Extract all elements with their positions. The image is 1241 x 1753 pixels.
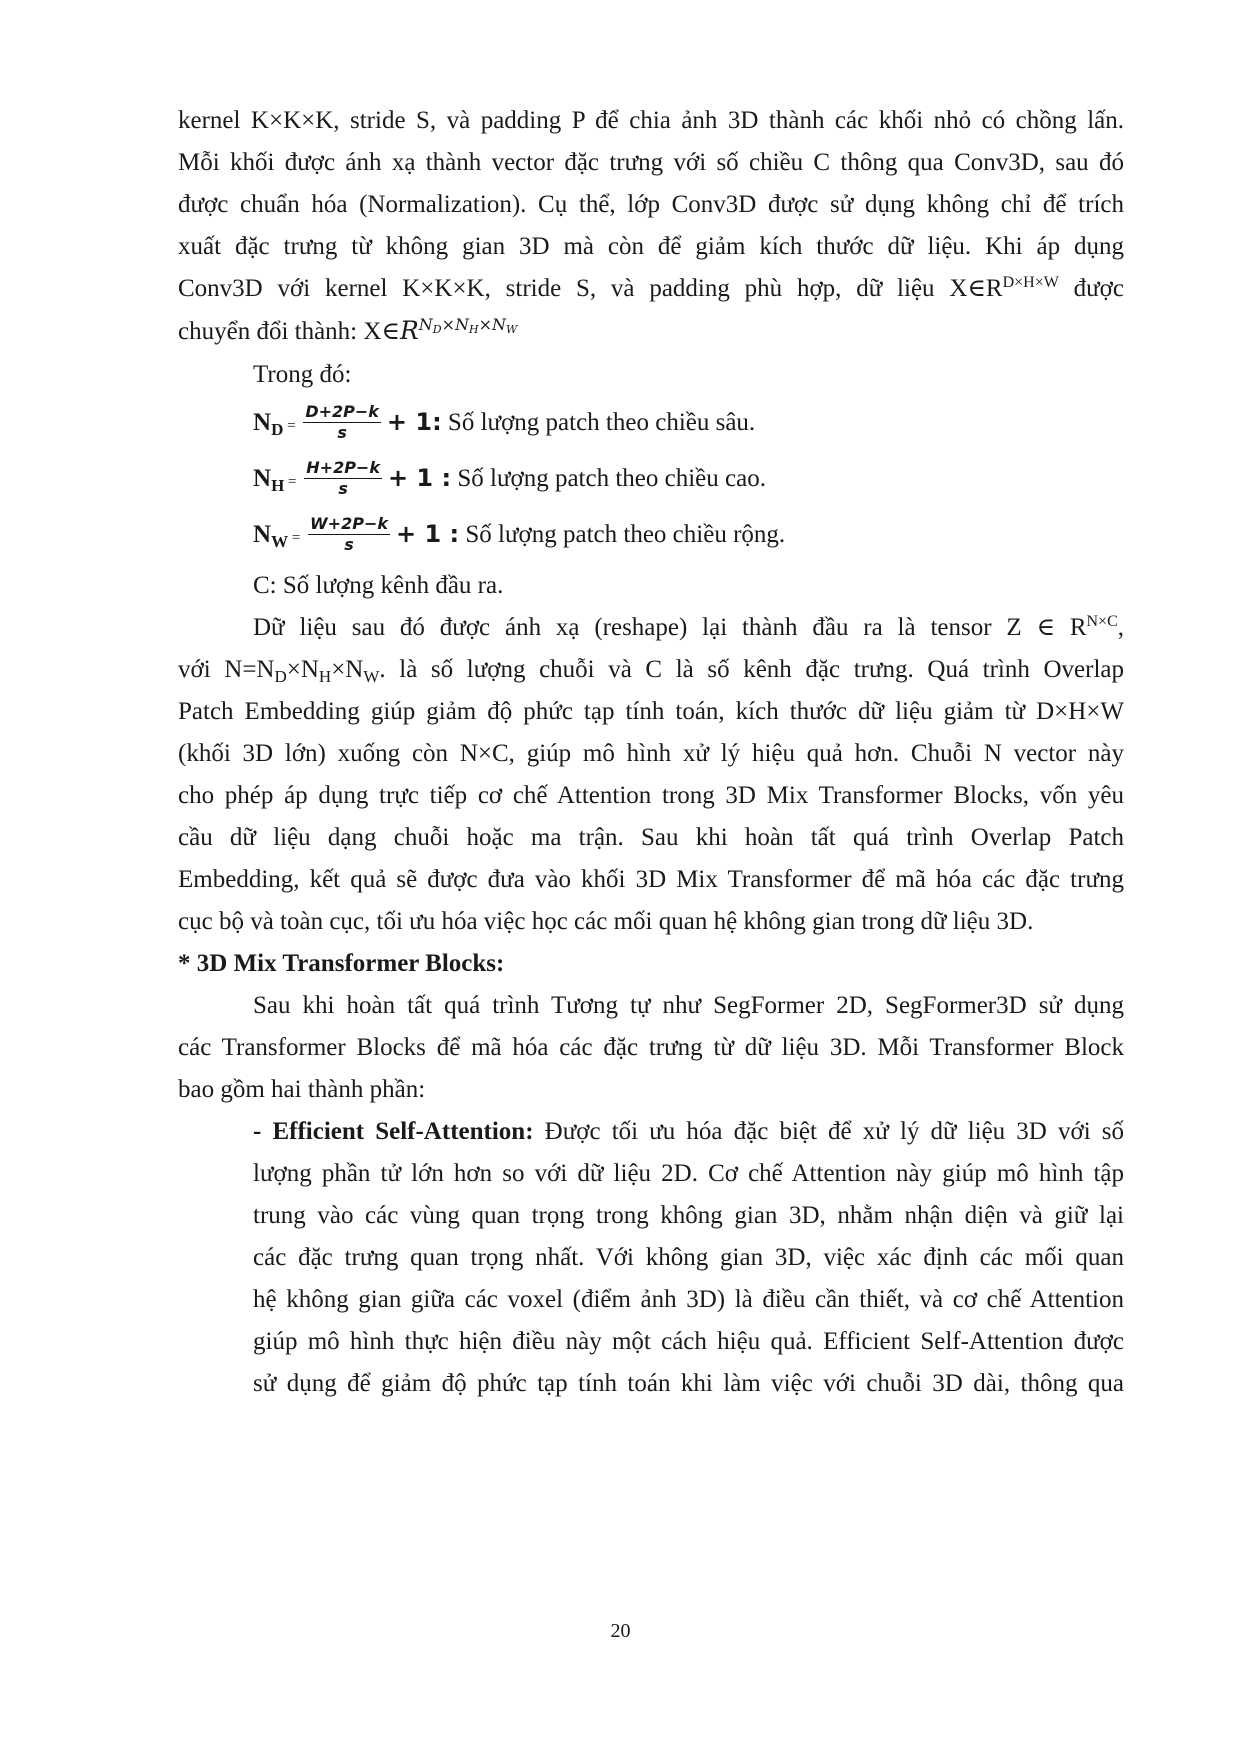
fraction-numerator: D+2P−k xyxy=(305,401,379,421)
paragraph-line: cầu dữ liệu dạng chuỗi hoặc ma trận. Sau khi hoàn tất quá trình Overlap Patch xyxy=(178,824,1124,851)
equation-subscript: H xyxy=(271,476,285,495)
section-heading: * 3D Mix Transformer Blocks: xyxy=(178,950,505,977)
paragraph-line: giúp mô hình thực hiện điều này một cách hiệu quả. Efficient Self-Attention được xyxy=(253,1328,1124,1355)
paragraph-line: kernel K×K×K, stride S, và padding P để chia ảnh 3D thành các khối nhỏ có chồng lấn. xyxy=(178,107,1124,134)
text-run: ×N xyxy=(331,656,364,683)
subscript: W xyxy=(363,667,380,686)
equation-nh xyxy=(253,456,1124,506)
c-definition: C: Số lượng kênh đầu ra. xyxy=(253,572,504,599)
paragraph-line: được chuẩn hóa (Normalization). Cụ thể, lớp Conv3D được sử dụng không chỉ để trích xyxy=(178,191,1124,218)
equation-lhs: N xyxy=(253,409,272,436)
superscript: N×C xyxy=(1086,613,1118,630)
paragraph-line: cục bộ và toàn cục, tối ưu hóa việc học các mối quan hệ không gian trong dữ liệu 3D. xyxy=(178,908,1034,935)
subscript: H xyxy=(318,667,332,686)
fraction xyxy=(303,402,381,443)
equation-plus-one: + 1 : xyxy=(387,464,452,492)
page-number: 20 xyxy=(610,1620,631,1642)
text-run: , xyxy=(1117,614,1124,641)
superscript: ND×NH×NW xyxy=(418,315,518,336)
paragraph-line: Embedding, kết quả sẽ được đưa vào khối 3D Mix Transformer để mã hóa các đặc trưng xyxy=(178,866,1124,893)
superscript: D×H×W xyxy=(1002,274,1059,291)
fraction-numerator: W+2P−k xyxy=(310,513,388,533)
paragraph-line xyxy=(253,611,1124,648)
equation-equals: = xyxy=(283,418,300,434)
paragraph-line: hệ không gian giữa các voxel (điểm ảnh 3D) là điều cần thiết, và cơ chế Attention xyxy=(253,1286,1124,1313)
equation-description: Số lượng patch theo chiều sâu. xyxy=(441,409,756,436)
equation-equals: = xyxy=(284,474,301,490)
equation-nd xyxy=(253,400,1124,450)
paragraph-line xyxy=(178,653,1124,689)
paragraph-line: trung vào các vùng quan trọng trong không gian 3D, nhằm nhận diện và giữ lại xyxy=(253,1202,1124,1229)
equation-description: Số lượng patch theo chiều cao. xyxy=(451,465,766,492)
paragraph-line: (khối 3D lớn) xuống còn N×C, giúp mô hình xử lý hiệu quả hơn. Chuỗi N vector này xyxy=(178,740,1124,767)
paragraph-line: Sau khi hoàn tất quá trình Tương tự như SegFormer 2D, SegFormer3D sử dụng xyxy=(253,992,1124,1019)
equation-subscript: D xyxy=(271,420,284,439)
text-run: Được tối ưu hóa đặc biệt để xử lý dữ liệu 3D với số xyxy=(533,1118,1125,1145)
paragraph-line: lượng phần tử lớn hơn so với dữ liệu 2D. Cơ chế Attention này giúp mô hình tập xyxy=(253,1160,1124,1187)
equation-equals: = xyxy=(288,530,305,546)
equation-lhs: N xyxy=(253,521,272,548)
equation-lhs: N xyxy=(253,465,272,492)
text-run: Dữ liệu sau đó được ánh xạ (reshape) lại thành đầu ra là tensor Z ∈ R xyxy=(253,614,1087,641)
where-label: Trong đó: xyxy=(253,361,352,388)
fraction-numerator: H+2P−k xyxy=(306,457,380,477)
paragraph-line xyxy=(178,314,1124,353)
fraction xyxy=(308,514,390,555)
math-symbol: R xyxy=(399,316,419,345)
text-run: chuyển đổi thành: X∈ xyxy=(178,318,400,345)
text-run: ×N xyxy=(286,656,319,683)
equation-subscript: W xyxy=(271,532,289,551)
fraction-denominator: s xyxy=(344,534,354,554)
paragraph-line: Patch Embedding giúp giảm độ phức tạp tính toán, kích thước dữ liệu giảm từ D×H×W xyxy=(178,698,1124,725)
equation-nw xyxy=(253,512,1124,562)
paragraph-line: sử dụng để giảm độ phức tạp tính toán khi làm việc với chuỗi 3D dài, thông qua xyxy=(253,1370,1124,1397)
text-run: Conv3D với kernel K×K×K, stride S, và padding phù hợp, dữ liệu X∈R xyxy=(178,275,1003,302)
paragraph-line xyxy=(253,1115,1124,1149)
subscript: D xyxy=(274,667,287,686)
paragraph-line: Mỗi khối được ánh xạ thành vector đặc trưng với số chiều C thông qua Conv3D, sau đó xyxy=(178,149,1124,176)
fraction xyxy=(304,458,382,499)
fraction-denominator: s xyxy=(338,478,348,498)
paragraph-line: bao gồm hai thành phần: xyxy=(178,1076,426,1103)
paragraph-line: các Transformer Blocks để mã hóa các đặc trưng từ dữ liệu 3D. Mỗi Transformer Block xyxy=(178,1034,1124,1061)
text-run: . là số lượng chuỗi và C là số kênh đặc trưng. Quá trình Overlap xyxy=(379,656,1124,683)
equation-plus-one: + 1 : xyxy=(396,520,460,548)
equation-description: Số lượng patch theo chiều rộng. xyxy=(459,521,786,548)
text-run: được xyxy=(1058,275,1125,302)
paragraph-line: các đặc trưng quan trọng nhất. Với không gian 3D, việc xác định các mối quan xyxy=(253,1244,1124,1271)
bold-term: - Efficient Self-Attention: xyxy=(253,1118,534,1145)
text-run: với N=N xyxy=(178,656,275,683)
fraction-denominator: s xyxy=(337,422,347,442)
paragraph-line xyxy=(178,272,1124,309)
paragraph-line: xuất đặc trưng từ không gian 3D mà còn để giảm kích thước dữ liệu. Khi áp dụng xyxy=(178,233,1124,260)
equation-plus-one: + 1: xyxy=(386,408,442,436)
paragraph-line: cho phép áp dụng trực tiếp cơ chế Attention trong 3D Mix Transformer Blocks, vốn yêu xyxy=(178,782,1124,809)
